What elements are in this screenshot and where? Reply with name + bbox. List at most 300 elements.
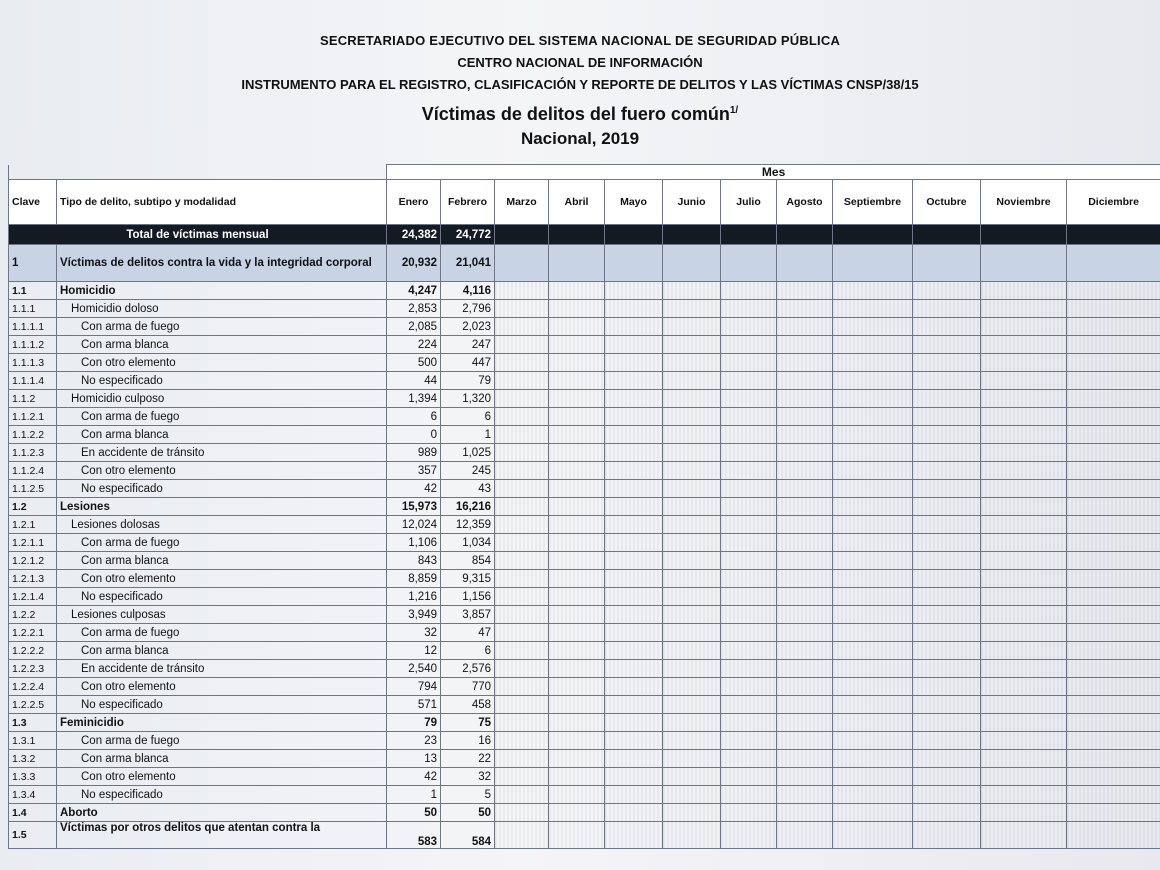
empty-month-cell [833, 354, 913, 372]
empty-month-cell [777, 408, 833, 426]
row-value-enero: 50 [387, 804, 441, 822]
empty-month-cell [605, 750, 663, 768]
col-month: Mayo [605, 180, 663, 225]
empty-month-cell [549, 606, 605, 624]
empty-month-cell [549, 245, 605, 282]
empty-month-cell [495, 642, 549, 660]
empty-month-cell [549, 768, 605, 786]
empty-month-cell [495, 732, 549, 750]
table-row [9, 570, 1160, 588]
row-value-febrero: 1,034 [441, 534, 495, 552]
table-row [9, 300, 1160, 318]
row-clave: 1.2.1.4 [9, 588, 57, 606]
empty-month-cell [721, 318, 777, 336]
row-clave: 1.3.2 [9, 750, 57, 768]
empty-month-cell [721, 624, 777, 642]
agency-name: SECRETARIADO EJECUTIVO DEL SISTEMA NACIONAL DE SEGURIDAD PÚBLICA [319, 33, 841, 48]
empty-month-cell [981, 444, 1067, 462]
empty-month-cell [721, 516, 777, 534]
table-row [9, 786, 1160, 804]
empty-month-cell [663, 408, 721, 426]
empty-month-cell [777, 552, 833, 570]
table-row [9, 804, 1160, 822]
row-value-enero: 2,540 [387, 660, 441, 678]
total-row [9, 225, 1160, 245]
empty-month-cell [913, 462, 981, 480]
row-value-febrero: 854 [441, 552, 495, 570]
empty-month-cell [495, 245, 549, 282]
empty-month-cell [777, 588, 833, 606]
empty-month-cell [833, 642, 913, 660]
row-value-febrero: 22 [441, 750, 495, 768]
empty-month-cell [981, 498, 1067, 516]
empty-month-cell [549, 696, 605, 714]
table-body [9, 225, 1160, 849]
empty-month-cell [605, 372, 663, 390]
col-clave: Clave [9, 180, 57, 225]
row-value-enero: 794 [387, 678, 441, 696]
empty-month-cell [605, 354, 663, 372]
empty-month-cell [833, 696, 913, 714]
row-clave: 1.1.1.1 [9, 318, 57, 336]
row-clave: 1.2.2.1 [9, 624, 57, 642]
empty-month-cell [549, 498, 605, 516]
empty-month-cell [777, 426, 833, 444]
empty-month-cell [721, 462, 777, 480]
row-value-febrero: 16,216 [441, 498, 495, 516]
empty-month-cell [605, 714, 663, 732]
row-label: Con arma blanca [57, 750, 387, 768]
empty-month-cell [549, 354, 605, 372]
row-value-enero: 357 [387, 462, 441, 480]
empty-month-cell [549, 480, 605, 498]
row-clave: 1.4 [9, 804, 57, 822]
empty-month-cell [605, 570, 663, 588]
empty-month-cell [495, 462, 549, 480]
row-value-febrero: 6 [441, 408, 495, 426]
row-value-enero: 2,853 [387, 300, 441, 318]
empty-month-cell [495, 318, 549, 336]
empty-month-cell [721, 660, 777, 678]
empty-month-cell [833, 245, 913, 282]
total-label: Total de víctimas mensual [9, 225, 387, 245]
empty-month-cell [1067, 282, 1160, 300]
row-clave: 1.2.1 [9, 516, 57, 534]
empty-month-cell [605, 390, 663, 408]
row-clave: 1.1.1.4 [9, 372, 57, 390]
row-value-febrero: 4,116 [441, 282, 495, 300]
row-clave: 1.5 [9, 822, 57, 849]
empty-month-cell [981, 300, 1067, 318]
empty-month-cell [549, 534, 605, 552]
report-subtitle: Nacional, 2019 [520, 129, 640, 148]
row-value-febrero: 1,156 [441, 588, 495, 606]
empty-month-cell [663, 390, 721, 408]
empty-month-cell [663, 804, 721, 822]
row-label: Aborto [57, 804, 387, 822]
row-label: No especificado [57, 786, 387, 804]
table-row [9, 624, 1160, 642]
row-value-febrero: 2,023 [441, 318, 495, 336]
row-label: Homicidio doloso [57, 300, 387, 318]
empty-month-cell [721, 534, 777, 552]
instrument-name: INSTRUMENTO PARA EL REGISTRO, CLASIFICACIÓN Y REPORTE DE DELITOS Y LAS VÍCTIMAS CNSP/38/15 [241, 77, 919, 92]
row-label: Homicidio [57, 282, 387, 300]
table-row [9, 696, 1160, 714]
empty-month-cell [1067, 390, 1160, 408]
empty-month-cell [663, 354, 721, 372]
report-title-text: Víctimas de delitos del fuero común [421, 104, 730, 124]
empty-month-cell [549, 714, 605, 732]
row-value-enero: 3,949 [387, 606, 441, 624]
row-label: Con otro elemento [57, 462, 387, 480]
empty-month-cell [913, 552, 981, 570]
empty-month-cell [549, 408, 605, 426]
empty-month-cell [1067, 534, 1160, 552]
empty-month-cell [833, 408, 913, 426]
row-value-febrero: 770 [441, 678, 495, 696]
empty-month-cell [833, 516, 913, 534]
report-title [0, 98, 1160, 127]
row-value-enero: 32 [387, 624, 441, 642]
empty-month-cell [549, 426, 605, 444]
empty-month-cell [777, 624, 833, 642]
row-clave: 1.2.1.2 [9, 552, 57, 570]
table-row [9, 732, 1160, 750]
empty-month-cell [981, 552, 1067, 570]
row-label: Lesiones [57, 498, 387, 516]
table-row [9, 462, 1160, 480]
empty-month-cell [981, 282, 1067, 300]
empty-month-cell [605, 786, 663, 804]
table-row [9, 534, 1160, 552]
mes-header-row [9, 165, 1160, 180]
empty-month-cell [605, 696, 663, 714]
row-value-enero: 1 [387, 786, 441, 804]
empty-month-cell [663, 678, 721, 696]
empty-month-cell [833, 372, 913, 390]
empty-month-cell [549, 372, 605, 390]
empty-month-cell [1067, 732, 1160, 750]
empty-month-cell [777, 300, 833, 318]
empty-month-cell [605, 336, 663, 354]
table-row [9, 588, 1160, 606]
empty-month-cell [663, 732, 721, 750]
row-label: No especificado [57, 480, 387, 498]
row-value-enero: 583 [387, 822, 441, 849]
row-clave: 1.1.2.2 [9, 426, 57, 444]
empty-month-cell [663, 768, 721, 786]
empty-month-cell [1067, 444, 1160, 462]
row-value-enero: 1,216 [387, 588, 441, 606]
empty-month-cell [721, 354, 777, 372]
empty-month-cell [1067, 300, 1160, 318]
empty-month-cell [721, 282, 777, 300]
empty-month-cell [721, 498, 777, 516]
row-value-febrero: 50 [441, 804, 495, 822]
empty-month-cell [663, 444, 721, 462]
empty-month-cell [721, 408, 777, 426]
empty-month-cell [663, 642, 721, 660]
empty-month-cell [721, 245, 777, 282]
empty-month-cell [913, 804, 981, 822]
row-label: Homicidio culposo [57, 390, 387, 408]
row-value-febrero: 447 [441, 354, 495, 372]
empty-month-cell [913, 606, 981, 624]
empty-month-cell [495, 606, 549, 624]
empty-month-cell [663, 498, 721, 516]
empty-month-cell [549, 462, 605, 480]
row-label: Feminicidio [57, 714, 387, 732]
empty-month-cell [495, 300, 549, 318]
table-row [9, 822, 1160, 849]
empty-month-cell [605, 804, 663, 822]
row-value-enero: 6 [387, 408, 441, 426]
empty-month-cell [663, 426, 721, 444]
empty-month-cell [981, 516, 1067, 534]
empty-month-cell [777, 372, 833, 390]
empty-month-cell [913, 660, 981, 678]
row-clave: 1.2.2.2 [9, 642, 57, 660]
empty-month-cell [549, 552, 605, 570]
empty-month-cell [1067, 225, 1160, 245]
empty-month-cell [981, 732, 1067, 750]
empty-month-cell [1067, 552, 1160, 570]
empty-month-cell [913, 822, 981, 849]
table-row [9, 408, 1160, 426]
col-month: Agosto [777, 180, 833, 225]
empty-month-cell [1067, 822, 1160, 849]
document-header [0, 30, 1160, 151]
empty-month-cell [495, 534, 549, 552]
empty-month-cell [495, 822, 549, 849]
row-label: Con arma de fuego [57, 732, 387, 750]
empty-month-cell [549, 444, 605, 462]
empty-month-cell [981, 480, 1067, 498]
column-header-row [9, 180, 1160, 225]
empty-month-cell [981, 642, 1067, 660]
col-month: Marzo [495, 180, 549, 225]
empty-month-cell [777, 606, 833, 624]
table-row [9, 606, 1160, 624]
empty-month-cell [663, 534, 721, 552]
empty-month-cell [495, 714, 549, 732]
empty-month-cell [913, 426, 981, 444]
empty-month-cell [549, 660, 605, 678]
empty-month-cell [833, 225, 913, 245]
empty-month-cell [605, 606, 663, 624]
row-clave: 1.3 [9, 714, 57, 732]
empty-month-cell [549, 732, 605, 750]
empty-month-cell [833, 588, 913, 606]
empty-month-cell [1067, 588, 1160, 606]
row-label: Con otro elemento [57, 678, 387, 696]
row-label: Con arma blanca [57, 336, 387, 354]
row-clave: 1.2.2.4 [9, 678, 57, 696]
empty-month-cell [833, 570, 913, 588]
empty-month-cell [777, 462, 833, 480]
empty-month-cell [663, 480, 721, 498]
empty-month-cell [913, 534, 981, 552]
col-month: Diciembre [1067, 180, 1160, 225]
empty-month-cell [913, 768, 981, 786]
empty-month-cell [833, 606, 913, 624]
empty-month-cell [549, 318, 605, 336]
empty-month-cell [1067, 678, 1160, 696]
section-febrero: 21,041 [441, 245, 495, 282]
row-label: Con arma de fuego [57, 318, 387, 336]
empty-month-cell [981, 462, 1067, 480]
empty-month-cell [721, 570, 777, 588]
empty-month-cell [981, 245, 1067, 282]
empty-month-cell [495, 354, 549, 372]
empty-month-cell [549, 588, 605, 606]
col-month: Febrero [441, 180, 495, 225]
row-value-febrero: 47 [441, 624, 495, 642]
empty-month-cell [913, 750, 981, 768]
row-clave: 1.1.2.4 [9, 462, 57, 480]
row-label: Con arma de fuego [57, 408, 387, 426]
empty-month-cell [1067, 498, 1160, 516]
empty-month-cell [605, 768, 663, 786]
empty-month-cell [663, 624, 721, 642]
empty-month-cell [721, 300, 777, 318]
empty-month-cell [833, 426, 913, 444]
empty-month-cell [663, 300, 721, 318]
empty-month-cell [913, 372, 981, 390]
table-row [9, 336, 1160, 354]
empty-month-cell [721, 225, 777, 245]
row-value-febrero: 245 [441, 462, 495, 480]
empty-month-cell [913, 408, 981, 426]
empty-month-cell [721, 786, 777, 804]
row-clave: 1.1.1.2 [9, 336, 57, 354]
row-clave: 1.2.1.1 [9, 534, 57, 552]
col-month: Septiembre [833, 180, 913, 225]
empty-month-cell [913, 300, 981, 318]
table-row [9, 714, 1160, 732]
table-row [9, 750, 1160, 768]
row-value-enero: 0 [387, 426, 441, 444]
empty-month-cell [833, 552, 913, 570]
empty-month-cell [549, 642, 605, 660]
footnote-marker: 1/ [729, 105, 739, 116]
row-clave: 1.1.2.3 [9, 444, 57, 462]
empty-month-cell [549, 750, 605, 768]
empty-month-cell [1067, 804, 1160, 822]
row-clave: 1.1.2 [9, 390, 57, 408]
empty-month-cell [1067, 354, 1160, 372]
empty-month-cell [1067, 336, 1160, 354]
empty-month-cell [913, 318, 981, 336]
empty-month-cell [495, 336, 549, 354]
empty-month-cell [495, 225, 549, 245]
empty-month-cell [777, 804, 833, 822]
row-value-febrero: 32 [441, 768, 495, 786]
empty-month-cell [913, 714, 981, 732]
empty-month-cell [777, 498, 833, 516]
empty-month-cell [721, 678, 777, 696]
row-clave: 1.1 [9, 282, 57, 300]
section-enero: 20,932 [387, 245, 441, 282]
col-month: Julio [721, 180, 777, 225]
empty-month-cell [605, 444, 663, 462]
empty-month-cell [777, 678, 833, 696]
row-value-febrero: 3,857 [441, 606, 495, 624]
empty-month-cell [721, 642, 777, 660]
empty-month-cell [833, 732, 913, 750]
empty-month-cell [981, 696, 1067, 714]
empty-month-cell [663, 660, 721, 678]
empty-month-cell [605, 678, 663, 696]
empty-month-cell [833, 534, 913, 552]
victims-table [8, 164, 1160, 849]
empty-month-cell [663, 786, 721, 804]
mes-spacer [9, 165, 387, 180]
empty-month-cell [721, 480, 777, 498]
empty-month-cell [495, 390, 549, 408]
row-value-enero: 12,024 [387, 516, 441, 534]
row-value-enero: 1,394 [387, 390, 441, 408]
empty-month-cell [495, 498, 549, 516]
empty-month-cell [663, 552, 721, 570]
empty-month-cell [495, 804, 549, 822]
row-value-febrero: 9,315 [441, 570, 495, 588]
empty-month-cell [1067, 714, 1160, 732]
row-label: Con arma de fuego [57, 534, 387, 552]
empty-month-cell [549, 390, 605, 408]
empty-month-cell [605, 624, 663, 642]
row-clave: 1.2 [9, 498, 57, 516]
empty-month-cell [495, 516, 549, 534]
empty-month-cell [495, 480, 549, 498]
empty-month-cell [1067, 570, 1160, 588]
row-clave: 1.1.1.3 [9, 354, 57, 372]
empty-month-cell [605, 225, 663, 245]
empty-month-cell [833, 822, 913, 849]
row-label: Lesiones culposas [57, 606, 387, 624]
empty-month-cell [913, 786, 981, 804]
empty-month-cell [1067, 696, 1160, 714]
empty-month-cell [721, 444, 777, 462]
center-name: CENTRO NACIONAL DE INFORMACIÓN [457, 55, 703, 70]
empty-month-cell [663, 372, 721, 390]
row-value-febrero: 1,320 [441, 390, 495, 408]
empty-month-cell [913, 245, 981, 282]
table-row [9, 318, 1160, 336]
empty-month-cell [913, 624, 981, 642]
empty-month-cell [549, 336, 605, 354]
row-label: Lesiones dolosas [57, 516, 387, 534]
empty-month-cell [833, 678, 913, 696]
empty-month-cell [721, 750, 777, 768]
row-value-enero: 843 [387, 552, 441, 570]
total-enero: 24,382 [387, 225, 441, 245]
empty-month-cell [495, 750, 549, 768]
empty-month-cell [777, 444, 833, 462]
empty-month-cell [721, 588, 777, 606]
row-value-febrero: 458 [441, 696, 495, 714]
empty-month-cell [549, 570, 605, 588]
table-row [9, 282, 1160, 300]
row-clave: 1.3.1 [9, 732, 57, 750]
row-label: Con arma blanca [57, 426, 387, 444]
empty-month-cell [1067, 372, 1160, 390]
empty-month-cell [1067, 606, 1160, 624]
table-row [9, 480, 1160, 498]
table-row [9, 660, 1160, 678]
empty-month-cell [981, 354, 1067, 372]
